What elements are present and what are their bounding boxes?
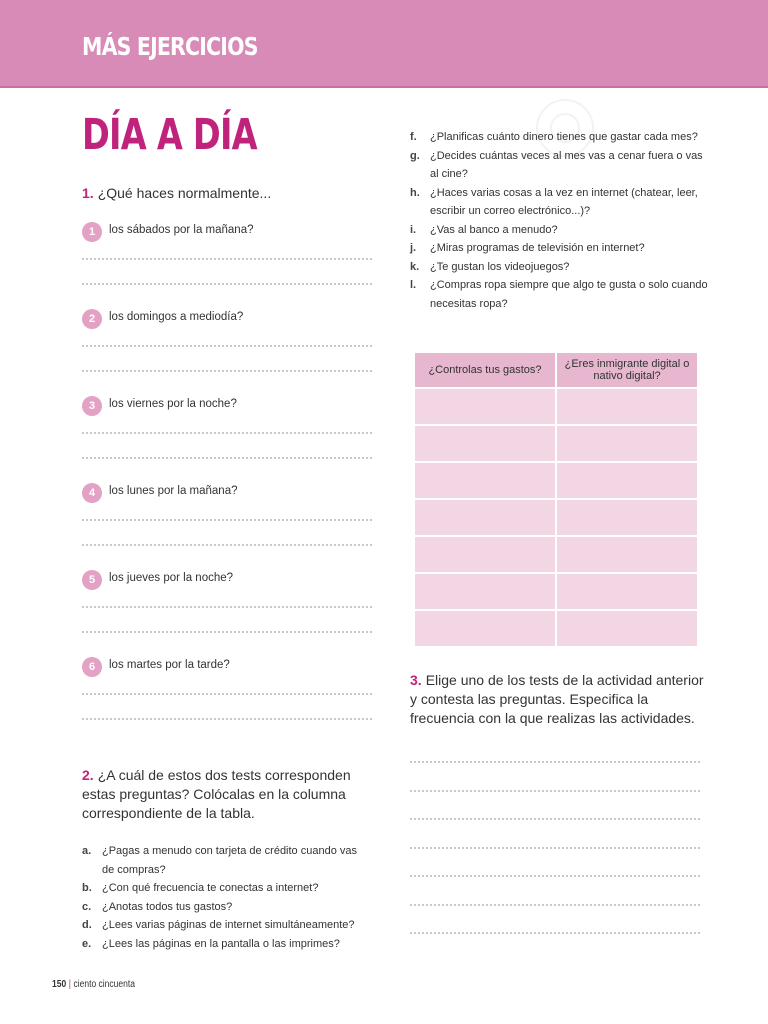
item-text: ¿Miras programas de televisión en internet? [430, 242, 645, 254]
question-text: los sábados por la mañana? [109, 224, 254, 236]
item-letter: a. [82, 845, 92, 857]
table-cell[interactable] [556, 610, 698, 647]
number-badge: 5 [82, 570, 102, 590]
question-text: los jueves por la noche? [109, 572, 234, 584]
activity-2-heading [82, 766, 372, 823]
question-text: los domingos a mediodía? [109, 311, 244, 323]
item-text: ¿Con qué frecuencia te conectas a internet? [102, 882, 319, 894]
table-body [414, 388, 698, 647]
tests-table [413, 351, 699, 648]
answer-line[interactable] [82, 544, 372, 546]
item-text: ¿Vas al banco a menudo? [430, 223, 558, 236]
item-text: ¿Anotas todos tus gastos? [102, 900, 233, 913]
item-letter: k. [410, 260, 420, 273]
item-letter: i. [410, 223, 417, 236]
activity-3-prompt: Elige uno de los tests de la actividad anterior y contesta las preguntas. Especifica la frecuencia con la que realizas las actividades. [410, 672, 704, 726]
number-badge: 4 [82, 483, 102, 503]
question-item-5 [82, 570, 372, 650]
item-text: ¿Te gustan los videojuegos? [430, 260, 570, 273]
item-text: ¿Pagas a menudo con tarjeta de crédito cuando vas de compras? [102, 845, 357, 876]
answer-line[interactable] [410, 847, 700, 849]
activity-1-prompt: ¿Qué haces normalmente... [97, 185, 272, 201]
question-list-left [82, 842, 372, 953]
list-item [82, 916, 372, 935]
answer-line[interactable] [410, 875, 700, 877]
number-badge: 3 [82, 396, 102, 416]
page-number: 150 [52, 979, 67, 990]
item-text: ¿Compras ropa siempre que algo te gusta o solo cuando necesitas ropa? [430, 279, 708, 310]
table-row [414, 610, 698, 647]
table-cell[interactable] [414, 499, 556, 536]
table-cell[interactable] [556, 499, 698, 536]
item-letter: g. [410, 149, 420, 162]
answer-line[interactable] [410, 790, 700, 792]
answer-line[interactable] [82, 283, 372, 285]
item-letter: l. [410, 279, 417, 291]
list-item [82, 898, 372, 917]
table-cell[interactable] [556, 425, 698, 462]
table-cell[interactable] [414, 573, 556, 610]
header-band [0, 0, 768, 88]
table-cell[interactable] [414, 610, 556, 647]
question-item-4 [82, 483, 372, 563]
table-row [414, 425, 698, 462]
question-list-right [410, 128, 710, 313]
table-header-digital: ¿Eres inmigrante digital o nativo digital? [556, 352, 698, 388]
answer-line[interactable] [410, 761, 700, 763]
question-item-2 [82, 309, 372, 389]
answer-line[interactable] [82, 370, 372, 372]
list-item [82, 879, 372, 898]
answer-line[interactable] [82, 258, 372, 260]
question-text: los lunes por la mañana? [109, 485, 238, 497]
list-item [410, 258, 710, 277]
item-text: ¿Haces varias cosas a la vez en internet (chatear, leer, escribir un correo electrónico...)? [430, 186, 698, 217]
table-row [414, 499, 698, 536]
table-cell[interactable] [414, 388, 556, 425]
table-row [414, 388, 698, 425]
answer-line[interactable] [82, 457, 372, 459]
answer-line[interactable] [82, 693, 372, 695]
item-letter: j. [410, 242, 417, 254]
answer-line[interactable] [410, 904, 700, 906]
table-cell[interactable] [556, 573, 698, 610]
list-item [410, 147, 710, 184]
table-cell[interactable] [414, 462, 556, 499]
table-row [414, 462, 698, 499]
answer-line[interactable] [82, 606, 372, 608]
answer-line[interactable] [82, 631, 372, 633]
answer-line[interactable] [82, 345, 372, 347]
answer-line[interactable] [82, 432, 372, 434]
list-item [410, 276, 710, 313]
list-item [82, 842, 372, 879]
activity-1-heading [82, 184, 382, 203]
question-item-6 [82, 657, 372, 737]
table-cell[interactable] [556, 462, 698, 499]
table-cell[interactable] [414, 425, 556, 462]
item-letter: e. [82, 937, 92, 950]
item-letter: b. [82, 882, 92, 894]
page-number-words: ciento cincuenta [73, 979, 135, 990]
item-text: ¿Planificas cuánto dinero tienes que gastar cada mes? [430, 131, 698, 143]
table-cell[interactable] [556, 388, 698, 425]
list-item [410, 128, 710, 147]
list-item [410, 184, 710, 221]
item-letter: h. [410, 186, 420, 199]
number-badge: 1 [82, 222, 102, 242]
item-text: ¿Decides cuántas veces al mes vas a cenar fuera o vas al cine? [430, 149, 703, 180]
question-item-1 [82, 222, 372, 302]
question-text: los martes por la tarde? [109, 659, 230, 671]
activity-2-prompt: ¿A cuál de estos dos tests corresponden estas preguntas? Colócalas en la columna correspondiente de la tabla. [82, 767, 351, 821]
activity-2-number: 2. [82, 767, 94, 783]
activity-3-number: 3. [410, 672, 422, 688]
answer-line[interactable] [410, 818, 700, 820]
item-letter: c. [82, 900, 92, 913]
answer-line[interactable] [82, 519, 372, 521]
footer-separator: | [68, 979, 71, 990]
number-badge: 6 [82, 657, 102, 677]
activity-3-heading [410, 671, 710, 728]
answer-line[interactable] [82, 718, 372, 720]
question-item-3 [82, 396, 372, 476]
list-item [410, 221, 710, 240]
table-row [414, 573, 698, 610]
table-cell[interactable] [414, 536, 556, 573]
list-item [410, 239, 710, 258]
section-title: MÁS EJERCICIOS [82, 32, 258, 61]
table-cell[interactable] [556, 536, 698, 573]
answer-line[interactable] [410, 932, 700, 934]
item-letter: d. [82, 919, 92, 931]
page-footer [52, 979, 135, 990]
item-text: ¿Lees las páginas en la pantalla o las imprimes? [102, 937, 340, 950]
activity-1-number: 1. [82, 185, 94, 201]
number-badge: 2 [82, 309, 102, 329]
item-text: ¿Lees varias páginas de internet simultáneamente? [102, 919, 355, 931]
unit-title: DÍA A DÍA [82, 110, 257, 160]
item-letter: f. [410, 131, 417, 143]
table-header-spending: ¿Controlas tus gastos? [414, 352, 556, 388]
question-text: los viernes por la noche? [109, 398, 237, 410]
table-row [414, 536, 698, 573]
list-item [82, 935, 372, 954]
